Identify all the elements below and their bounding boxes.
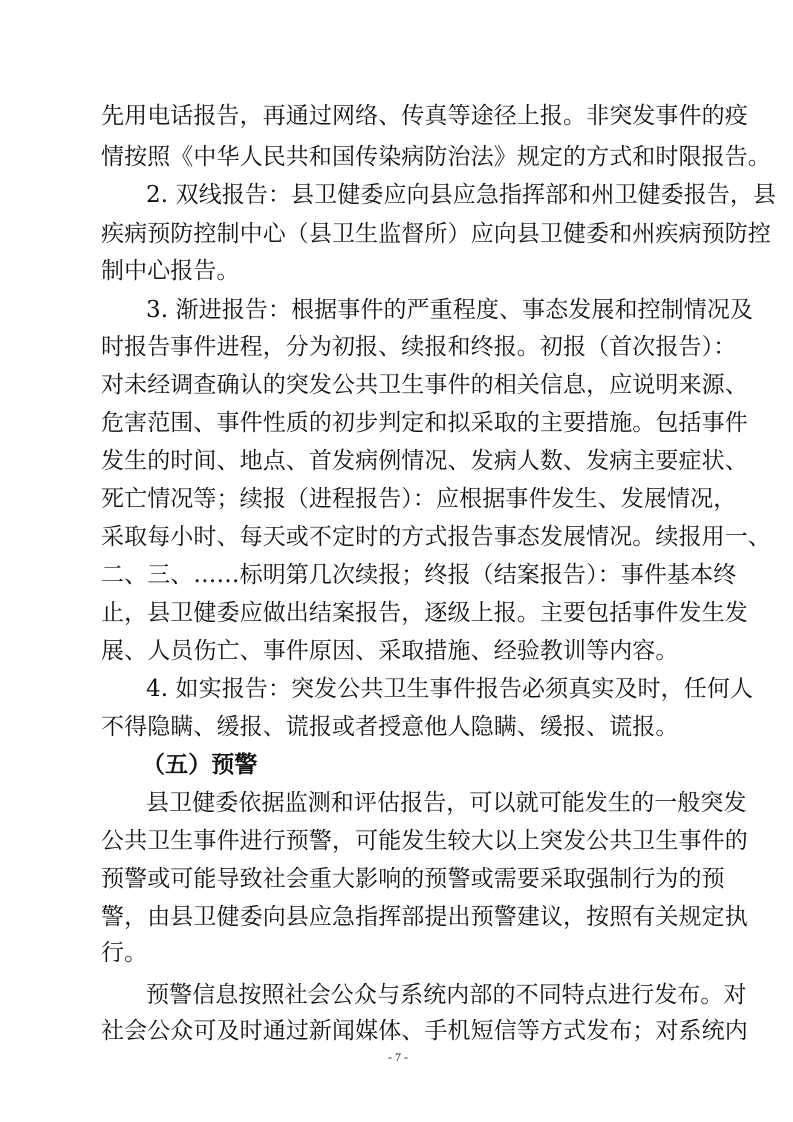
text-line: 制中心报告。 <box>101 258 240 284</box>
text-line: 公共卫生事件进行预警，可能发生较大以上突发公共卫生事件的 <box>101 828 748 854</box>
text-line: 时报告事件进程，分为初报、续报和终报。初报（首次报告）： <box>101 334 737 360</box>
text-line: 死亡情况等；续报（进程报告）：应根据事件发生、发展情况， <box>101 486 737 512</box>
text-line: 展、人员伤亡、事件原因、采取措施、经验教训等内容。 <box>101 638 679 664</box>
page-number: - 7 - <box>388 1050 408 1064</box>
text-line: 情按照《中华人民共和国传染病防治法》规定的方式和时限报告。 <box>101 144 771 170</box>
text-line: 止，县卫健委应做出结案报告，逐级上报。主要包括事件发生发 <box>101 600 748 626</box>
text-line: 警，由县卫健委向县应急指挥部提出预警建议，按照有关规定执 <box>101 904 748 930</box>
text-line: 3. 渐进报告：根据事件的严重程度、事态发展和控制情况及 <box>146 297 754 323</box>
text-line: 预警或可能导致社会重大影响的预警或需要采取强制行为的预 <box>101 866 725 892</box>
text-line: 发生的时间、地点、首发病例情况、发病人数、发病主要症状、 <box>101 448 748 474</box>
text-line: 社会公众可及时通过新闻媒体、手机短信等方式发布；对系统内 <box>101 1018 748 1044</box>
text-line: 先用电话报告，再通过网络、传真等途径上报。非突发事件的疫 <box>101 103 748 129</box>
text-line: 采取每小时、每天或不定时的方式报告事态发展情况。续报用一、 <box>101 524 771 550</box>
text-line: 不得隐瞒、缓报、谎报或者授意他人隐瞒、缓报、谎报。 <box>101 714 679 740</box>
text-line: 行。 <box>101 940 148 966</box>
section-heading: （五）预警 <box>142 752 258 778</box>
text-line: 疾病预防控制中心（县卫生监督所）应向县卫健委和州疾病预防控 <box>101 221 771 247</box>
text-line: 对未经调查确认的突发公共卫生事件的相关信息，应说明来源、 <box>101 372 748 398</box>
text-line: 2. 双线报告：县卫健委应向县应急指挥部和州卫健委报告，县 <box>146 182 777 208</box>
text-line: 县卫健委依据监测和评估报告，可以就可能发生的一般突发 <box>146 790 747 816</box>
text-line: 预警信息按照社会公众与系统内部的不同特点进行发布。对 <box>146 982 747 1008</box>
text-line: 4. 如实报告：突发公共卫生事件报告必须真实及时，任何人 <box>146 676 754 702</box>
text-line: 二、三、……标明第几次续报；终报（结案报告）：事件基本终 <box>101 562 737 588</box>
text-line: 危害范围、事件性质的初步判定和拟采取的主要措施。包括事件 <box>101 410 748 436</box>
